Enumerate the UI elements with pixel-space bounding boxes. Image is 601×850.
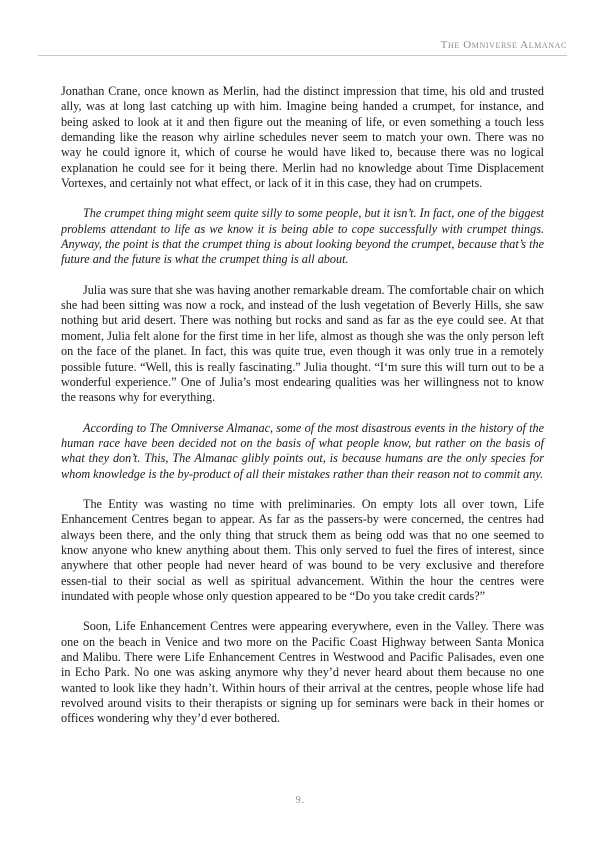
page-number: 9. [295,795,306,806]
paragraph-centres: Soon, Life Enhancement Centres were appearing everywhere, even in the Valley. There was one on the beach in Venice and two more on the Pacific Coast Highway between Santa Monica and Malibu. There were Life Enhancement Centres in Westwood and Pacific Palisades, even one in Echo Park. No one was asking anymore why they’d never heard about them because no one wanted to look like they hadn’t. Within hours of their arrival at the centres, people whose life had revolved around visits to their therapists or signing up for seminars were back in their homes or offices wondering why they’d ever bothered. [61,619,544,726]
paragraph-almanac-aside: According to The Omniverse Almanac, some of the most disastrous events in the history of the human race have been decided not on the basis of what people know, but rather on the basis of what they don’t. This, The Almanac glibly points out, is because humans are the only species for whom knowledge is the by-product of all their mistakes rather than their reason not to commit any. [61,420,544,481]
paragraph-entity: The Entity was wasting no time with preliminaries. On empty lots all over town, Life Enhancement Centres began to appear. As far as the passers-by were concerned, the centres had always been there, and the only thing that struck them as being odd was that no one seemed to know anyone who knew anything about them. This only served to fuel the fires of interest, since anywhere that other people had never heard of was bound to be very exclusive and therefore essen-tial to their social as well as spiritual advancement. Within the hour the centres were inundated with people whose only question appeared to be “Do you take credit cards?” [61,496,544,603]
body-text [61,84,544,742]
paragraph-julia: Julia was sure that she was having another remarkable dream. The comfortable chair on which she had been sitting was now a rock, and instead of the lush vegetation of Beverly Hills, she saw nothing but arid desert. There was nothing but rocks and sand as far as the eye could see. At that moment, Julia felt alone for the first time in her life, almost as though she was the only person left on the face of the planet. In fact, this was quite true, even though it was only true in a remotely possible future. “Well, this is really fascinating.” Julia thought. “I‘m sure this will turn out to be a wonderful experience.” One of Julia’s most endearing qualities was her willingness not to know the reasons why for everything. [61,282,544,405]
paragraph-merlin: Jonathan Crane, once known as Merlin, had the distinct impression that time, his old and trusted ally, was at long last catching up with him. Imagine being handed a crumpet, for instance, and being asked to look at it and then figure out the meaning of life, or even something a touch less demanding like the reason why airline schedules never seem to match your own. There was no way he could ignore it, which of course he would have liked to, because there was no logical explanation he could see for it being there. Merlin had no knowledge about Time Displacement Vortexes, and certainly not what effect, or lack of it in this case, they had on crumpets. [61,84,544,191]
paragraph-crumpet-aside: The crumpet thing might seem quite silly to some people, but it isn’t. In fact, one of the biggest problems attendant to life as we know it is being able to cope successfully with crumpet things. Anyway, the point is that the crumpet thing is about looking beyond the crumpet, because that’s the future and the future is what the crumpet thing is all about. [61,206,544,267]
header-rule [38,55,567,56]
running-header: The Omniverse Almanac [440,39,567,51]
